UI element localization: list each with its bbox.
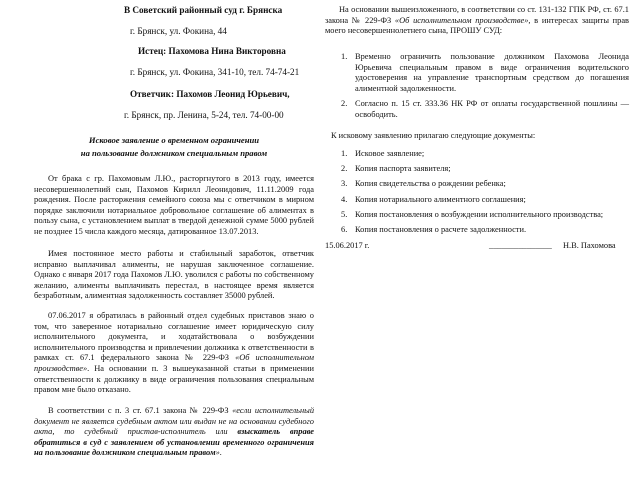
- paragraph-law-citation: [34, 406, 314, 459]
- intro-text-b: , в интересах защиты прав моего несовершеннолетнего сына, ПРОШУ СУД:: [325, 15, 630, 36]
- signature-date: 15.06.2017 г.: [325, 241, 370, 250]
- signature-row: [325, 241, 629, 253]
- p4-citation-bold: взыскатель вправе обратиться в суд с заявлением об установлении временного ограничения на пользование должником специальным правом: [34, 427, 314, 458]
- court-address: г. Брянск, ул. Фокина, 44: [130, 26, 227, 36]
- list-item: [341, 225, 629, 236]
- attachment-text: Копия постановления о возбуждении исполнительного производства;: [355, 209, 604, 219]
- list-item: [341, 179, 629, 190]
- request-intro: [325, 5, 629, 37]
- attachment-number: 1.: [341, 149, 348, 158]
- attachment-text: Копия постановления о расчете задолженности.: [355, 224, 527, 234]
- p3-law-name: «Об исполнительном производстве»: [34, 353, 315, 373]
- p3-text-a: 07.06.2017 я обратилась в районный отдел судебных приставов знаю о том, что заверенное нотариально соглашение имеет юридическую силу исполнительного документа, и ходатайствовала о возбуждении исполнительного производства и привлечении должника к ответственности в рамках ст. 67.1 федерального закона № 229-ФЗ: [34, 311, 314, 363]
- p4-citation-end: ».: [215, 448, 222, 458]
- attachment-text: Исковое заявление;: [355, 149, 425, 158]
- paragraph-alimony-debt: Имея постоянное место работы и стабильный заработок, ответчик исправно выплачивал алименты, не нарушая заключенное соглашение. Однако с января 2017 года Пахомов Л.Ю. уволился с работы по собственному желанию, алименты выплачивать перестал, в настоящее время является безработным, алиментная задолженность составляет 35000 рублей.: [34, 249, 314, 301]
- list-item: [341, 149, 629, 160]
- p3-text-b: . На основании п. 3 вышеуказанной статьи в применении ответственности к должнику в виде ограничения пользования специальным правом мне было отказано.: [34, 363, 314, 395]
- attachment-text: Копия паспорта заявителя;: [355, 164, 451, 174]
- claim-title-line2: на пользование должником специальным правом: [80, 148, 268, 158]
- request-text: Временно ограничить пользование должником Пахомова Леонида Юрьевича специальным правом в виде ограничения водительского удостоверения на управление транспортным средством до погашения алиментной задолженности.: [355, 52, 629, 93]
- attachment-number: 3.: [341, 179, 348, 189]
- signature-name: Н.В. Пахомова: [563, 241, 616, 250]
- attachment-text: Копия нотариального алиментного соглашения;: [355, 194, 526, 204]
- intro-text-a: На основании вышеизложенного, в соответствии со ст. 131-132 ГПК РФ, ст. 67.1 закона № 229-ФЗ: [325, 5, 629, 25]
- attachment-number: 5.: [341, 209, 348, 219]
- request-text: Согласно п. 15 ст. 333.36 НК РФ от оплаты государственной пошлины — освободить.: [355, 99, 629, 119]
- plaintiff-address: г. Брянск, ул. Фокина, 341-10, тел. 74-74-21: [130, 67, 300, 77]
- paragraph-bailiff-appeal: [34, 311, 314, 396]
- request-number: 1.: [341, 52, 348, 61]
- defendant-name: Ответчик: Пахомов Леонид Юрьевич,: [130, 89, 290, 99]
- request-number: 2.: [341, 99, 348, 109]
- plaintiff-name: Истец: Пахомова Нина Викторовна: [138, 46, 286, 56]
- attachment-number: 4.: [341, 194, 348, 204]
- attachment-number: 6.: [341, 224, 348, 234]
- court-name: В Советский районный суд г. Брянска: [124, 5, 283, 15]
- p4-citation-italic: «если исполнительный документ не является судебным актом или выдан не на основании судебного акта, то судебный пристав-исполнитель или: [34, 406, 315, 437]
- p4-text-a: В соответствии с п. 3 ст. 67.1 закона № 229-ФЗ: [48, 406, 229, 415]
- intro-law-name: «Об исполнительном производстве»: [394, 15, 529, 25]
- list-item: [341, 164, 629, 175]
- claim-title-line1: Исковое заявление о временном ограничении: [88, 135, 260, 145]
- signature-line: _______________: [489, 241, 552, 250]
- list-item: [341, 210, 629, 221]
- list-item: [341, 99, 629, 120]
- list-item: [341, 195, 629, 206]
- list-item: [341, 52, 629, 94]
- defendant-address: г. Брянск, пр. Ленина, 5-24, тел. 74-00-00: [124, 110, 284, 120]
- attachments-list: [341, 149, 629, 236]
- attachments-intro: К исковому заявлению прилагаю следующие документы:: [331, 131, 536, 140]
- attachment-number: 2.: [341, 164, 348, 174]
- paragraph-marriage: От брака с гр. Пахомовым Л.Ю., расторгнутого в 2013 году, имеется несовершеннолетний сын, Пахомов Кирилл Леонидович, 11.11.2009 года рождения. После расторжения семейного союза мы с ответчиком в мирном порядке заключили нотариальное добровольное соглашение об алиментах в пользу сына, с установлением выплат в твердой денежной сумме 5000 рублей не позднее 15 числа каждого месяца, датированное 13.07.2013.: [34, 174, 314, 236]
- attachment-text: Копия свидетельства о рождении ребенка;: [355, 179, 506, 189]
- request-list: [341, 52, 629, 121]
